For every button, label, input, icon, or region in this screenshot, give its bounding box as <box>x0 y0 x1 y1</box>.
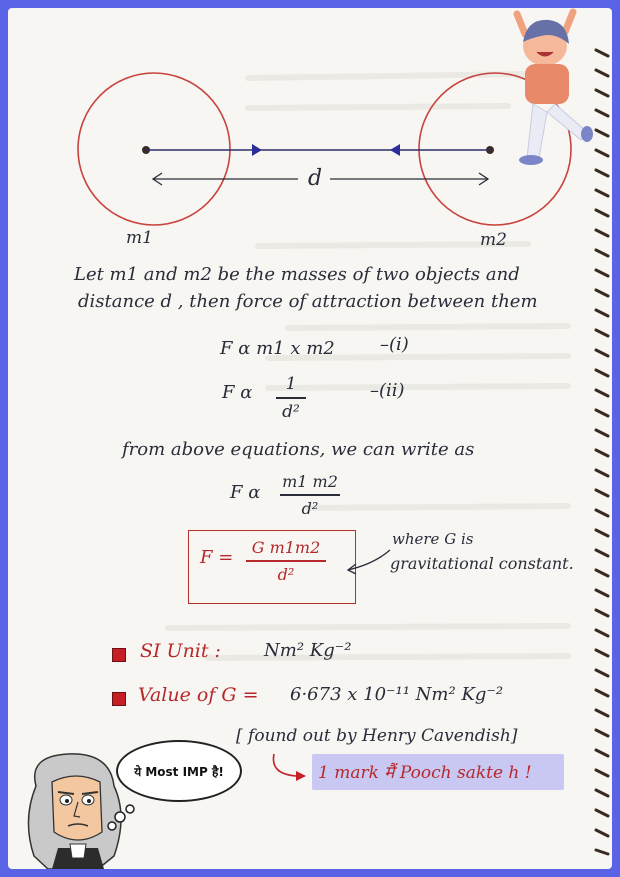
equation-1-tag: –(i) <box>380 334 409 355</box>
one-mark-note: 1 mark मैं Pooch sakte h ! <box>318 763 532 783</box>
mass1-label: m1 <box>126 228 153 248</box>
equation-1: F α m1 x m2 <box>220 338 335 359</box>
bullet-value-of-g <box>112 692 126 706</box>
where-text-line-2: gravitational constant. <box>390 554 574 573</box>
found-by-note: [ found out by Henry Cavendish] <box>236 726 518 746</box>
intro-line-1: Let m1 and m2 be the masses of two objects and <box>74 264 520 285</box>
mass1-circle <box>78 73 230 225</box>
equation-2-denominator: d² <box>282 401 300 422</box>
equation-3-denominator: d² <box>301 498 319 518</box>
pointer-arrow-icon <box>338 544 398 584</box>
equation-2-tag: –(ii) <box>370 380 405 401</box>
equation-3-fraction <box>280 472 340 518</box>
boxed-formula-lhs: F = <box>200 547 234 568</box>
arrow-left-icon <box>390 144 400 156</box>
boxed-formula-denominator: d² <box>277 564 295 584</box>
equation-2-lhs: F α <box>222 382 253 403</box>
boxed-formula-numerator: G m1m2 <box>251 538 321 557</box>
value-of-g-value: 6·673 x 10⁻¹¹ Nm² Kg⁻² <box>290 684 504 705</box>
bullet-si-unit <box>112 648 126 662</box>
intro-line-2: distance d , then force of attraction between them <box>78 291 538 312</box>
equation-3-numerator: m1 m2 <box>282 472 338 491</box>
speech-bubble: ये Most IMP है! <box>116 740 242 802</box>
si-unit-value: Nm² Kg⁻² <box>264 640 352 661</box>
equation-3-lhs: F α <box>230 482 261 503</box>
si-unit-label: SI Unit : <box>140 640 221 662</box>
curved-arrow-icon <box>266 752 314 786</box>
equation-2-numerator: 1 <box>285 374 297 394</box>
value-of-g-label: Value of G = <box>138 684 259 706</box>
distance-label: d <box>308 166 323 191</box>
boxed-formula-fraction <box>246 538 326 584</box>
thought-dots <box>106 804 136 834</box>
from-above-text: from above equations, we can write as <box>122 439 475 460</box>
notebook-page <box>8 8 612 869</box>
cheering-kid-illustration <box>503 8 598 168</box>
arrow-right-icon <box>252 144 262 156</box>
mass2-label: m2 <box>480 230 507 250</box>
equation-2-fraction <box>276 374 306 422</box>
where-text-line-1: where G is <box>392 530 474 548</box>
